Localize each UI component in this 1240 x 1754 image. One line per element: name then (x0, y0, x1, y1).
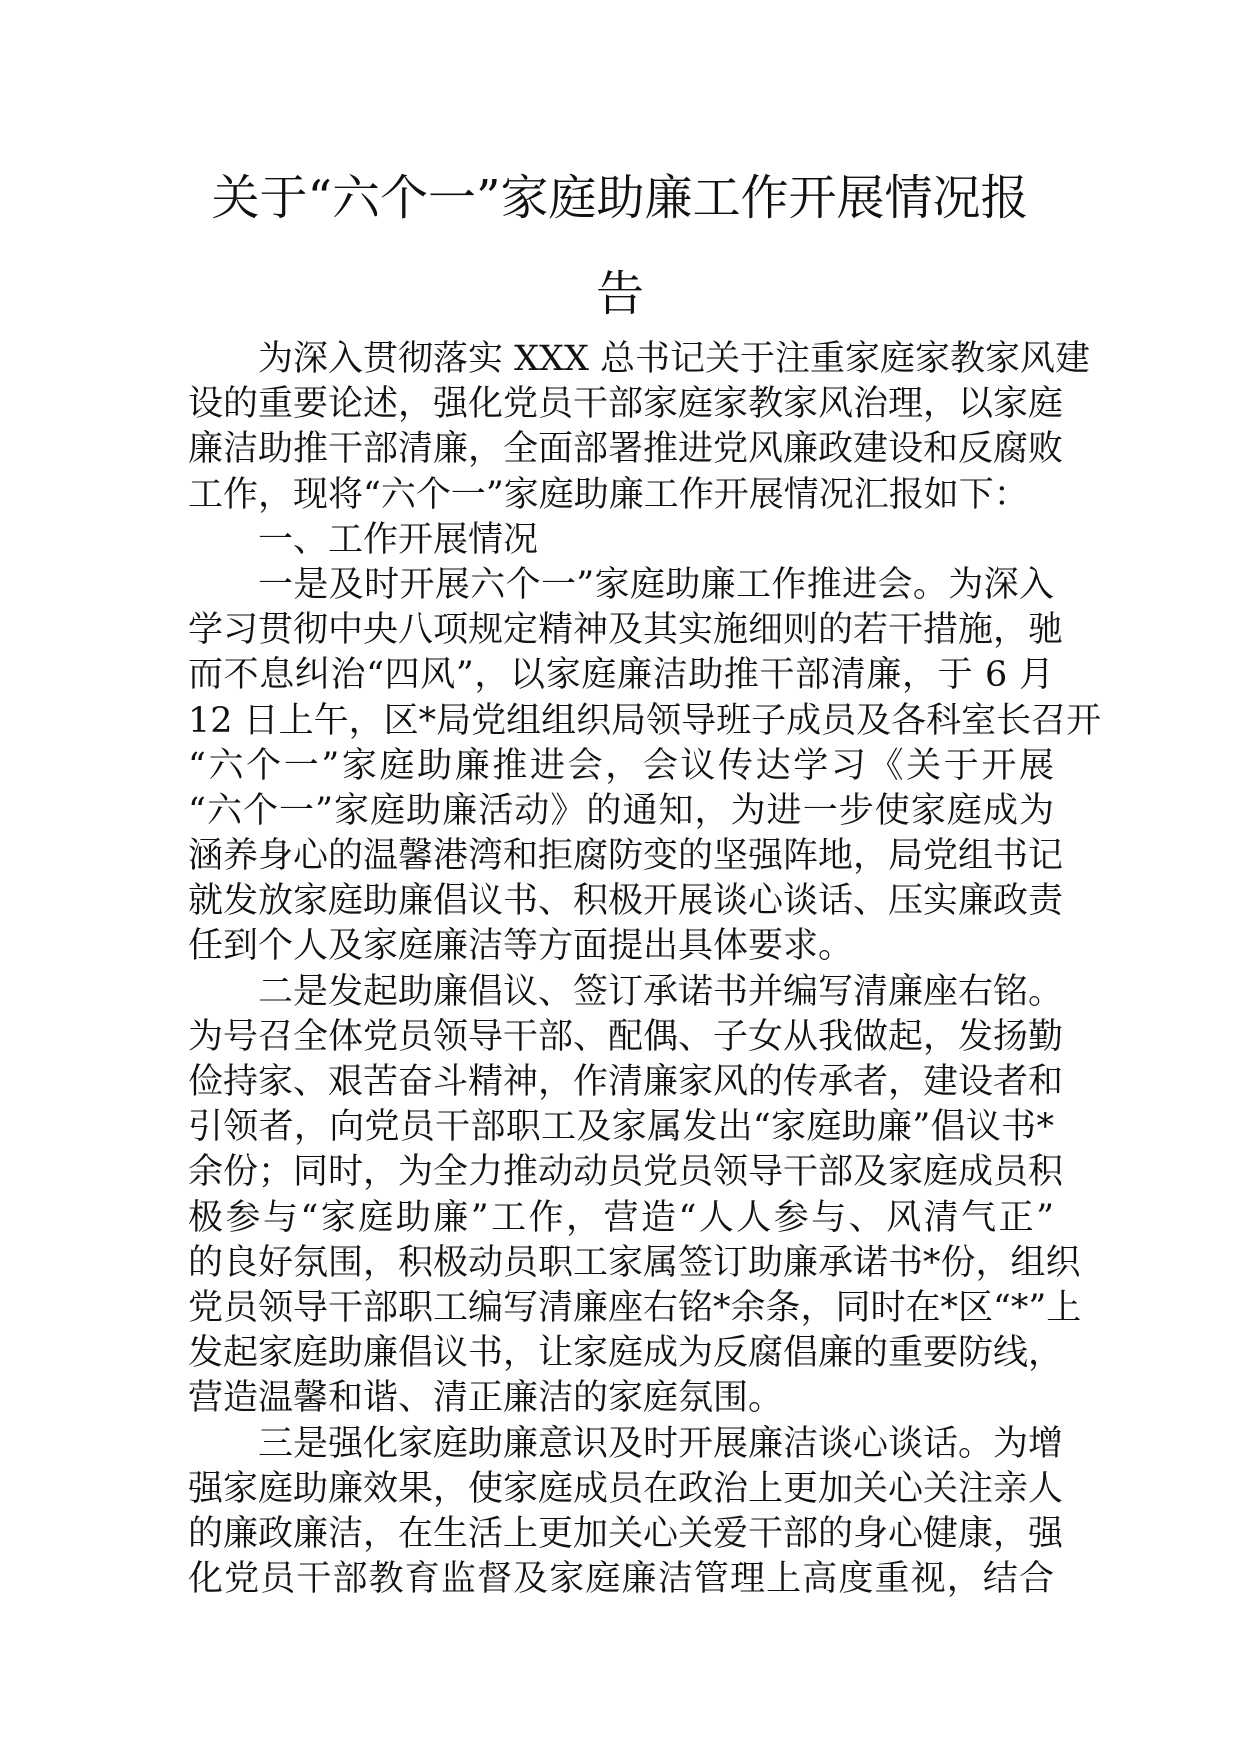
body-text-line: 二是发起助廉倡议、签订承诺书并编写清廉座右铭。 (258, 971, 1064, 1012)
body-text-line: 设的重要论述，强化党员干部家庭家教家风治理，以家庭 (188, 384, 1064, 425)
body-text-line: 而不息纠治“四风”，以家庭廉洁助推干部清廉，于 6 月 (188, 655, 1054, 696)
body-text-line: 俭持家、艰苦奋斗精神，作清廉家风的传承者，建设者和 (188, 1062, 1064, 1102)
body-text-line: 工作，现将“六个一”家庭助廉工作开展情况汇报如下： (188, 474, 1029, 515)
body-text-line: 的廉政廉洁，在生活上更加关心关爱干部的身心健康，强 (188, 1513, 1064, 1554)
body-text-line: “六个一”家庭助廉活动》的通知，为进一步使家庭成为 (188, 790, 1054, 831)
body-text-line: 12 日上午，区*局党组组织局领导班子成员及各科室长召开 (188, 700, 1102, 741)
body-text-line: 任到个人及家庭廉洁等方面提出具体要求。 (188, 926, 854, 967)
body-text-line: 发起家庭助廉倡议书，让家庭成为反腐倡廉的重要防线， (188, 1333, 1064, 1374)
body-text-line: 一是及时开展六个一”家庭助廉工作推进会。为深入 (258, 564, 1054, 605)
body-text-line: 极参与“家庭助廉”工作，营造“人人参与、风清气正” (188, 1197, 1054, 1238)
body-text-line: 为深入贯彻落实 XXX 总书记关于注重家庭家教家风建 (258, 339, 1091, 379)
body-text-line: 涵养身心的温馨港湾和拒腐防变的坚强阵地，局党组书记 (188, 836, 1064, 877)
body-text-line: 一、工作开展情况 (258, 519, 539, 560)
body-text-line: 为号召全体党员领导干部、配偶、子女从我做起，发扬勤 (188, 1016, 1064, 1057)
body-text-line: 三是强化家庭助廉意识及时开展廉洁谈心谈话。为增 (258, 1423, 1064, 1464)
body-text-line: 党员领导干部职工编写清廉座右铭*余条，同时在*区“*”上 (188, 1287, 1082, 1328)
document-title (185, 150, 1055, 342)
body-text-line: “六个一”家庭助廉推进会，会议传达学习《关于开展 (188, 745, 1054, 786)
body-text-line: 学习贯彻中央八项规定精神及其实施细则的若干措施，驰 (188, 610, 1064, 651)
body-text-line: 就发放家庭助廉倡议书、积极开展谈心谈话、压实廉政责 (188, 881, 1064, 922)
body-text-line: 引领者，向党员干部职工及家属发出“家庭助廉”倡议书* (188, 1107, 1054, 1148)
body-text-line: 的良好氛围，积极动员职工家属签订助廉承诺书*份，组织 (188, 1242, 1081, 1283)
document-body (188, 337, 1102, 1602)
body-text-line: 营造温馨和谐、清正廉洁的家庭氛围。 (188, 1378, 784, 1419)
body-text-line: 化党员干部教育监督及家庭廉洁管理上高度重视，结合 (188, 1559, 1054, 1600)
body-text-line: 廉洁助推干部清廉，全面部署推进党风廉政建设和反腐败 (188, 429, 1064, 470)
title-line-1: 关于“六个一”家庭助廉工作开展情况报 (211, 170, 1029, 226)
title-line-2: 告 (595, 266, 644, 322)
body-text-line: 余份；同时，为全力推动动员党员领导干部及家庭成员积 (188, 1152, 1064, 1193)
body-text-line: 强家庭助廉效果，使家庭成员在政治上更加关心关注亲人 (188, 1468, 1064, 1509)
